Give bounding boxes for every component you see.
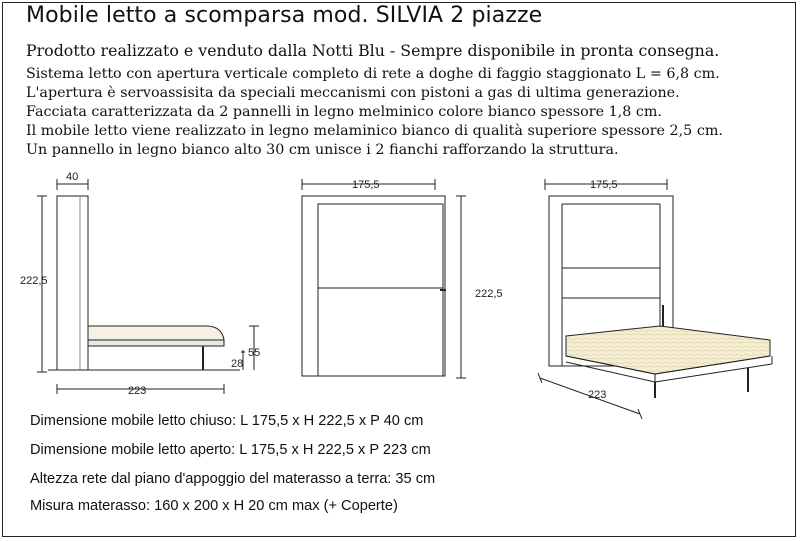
description-line: L'apertura è servoassisita da speciali meccanismi con pistoni a gas di ultima generazione.	[26, 85, 680, 101]
page-title: Mobile letto a scomparsa mod. SILVIA 2 piazze	[26, 3, 543, 28]
dim-label-depth-closed: 40	[66, 171, 79, 183]
bed-frame-side	[88, 340, 224, 346]
mattress-open	[566, 326, 770, 374]
cabinet-side	[57, 196, 88, 370]
cross-panel	[562, 268, 660, 298]
description-line: Il mobile letto viene realizzato in legno melaminico bianco di qualità superiore spessore 2,5 cm.	[26, 123, 723, 139]
description-line: Sistema letto con apertura verticale completo di rete a doghe di faggio staggionato L = 6,8 cm.	[26, 66, 720, 82]
description-line: Un pannello in legno bianco alto 30 cm unisce i 2 fianchi rafforzando la struttura.	[26, 142, 619, 158]
side-view-drawing	[37, 179, 259, 394]
dim-label-open-width: 175,5	[590, 179, 618, 191]
spec-net-height: Altezza rete dal piano d'appoggio del materasso a terra: 35 cm	[30, 471, 436, 487]
subtitle: Prodotto realizzato e venduto dalla Notti Blu - Sempre disponibile in pronta consegna.	[26, 41, 720, 60]
mattress-side	[88, 326, 224, 340]
spec-open-dimensions: Dimensione mobile letto aperto: L 175,5 x H 222,5 x P 223 cm	[30, 442, 431, 458]
spec-mattress-size: Misura materasso: 160 x 200 x H 20 cm max (+ Coperte)	[30, 498, 398, 514]
front-view-drawing	[302, 179, 466, 378]
dim-label-open-depth: 223	[588, 389, 607, 401]
spec-closed-dimensions: Dimensione mobile letto chiuso: L 175,5 x H 222,5 x P 40 cm	[30, 413, 424, 429]
dim-label-depth-open: 223	[128, 385, 147, 397]
dim-label-leg-28: 28	[231, 358, 244, 370]
dim-label-front-width: 175,5	[352, 179, 380, 191]
dim-label-leg-55: 55	[248, 347, 261, 359]
description-line: Facciata caratterizzata da 2 pannelli in legno melminico colore bianco spessore 1,8 cm.	[26, 104, 662, 120]
open-view-drawing	[538, 179, 772, 419]
dim-label-front-height: 222,5	[475, 288, 503, 300]
front-panels	[318, 204, 443, 376]
dim-label-height: 222,5	[20, 275, 48, 287]
